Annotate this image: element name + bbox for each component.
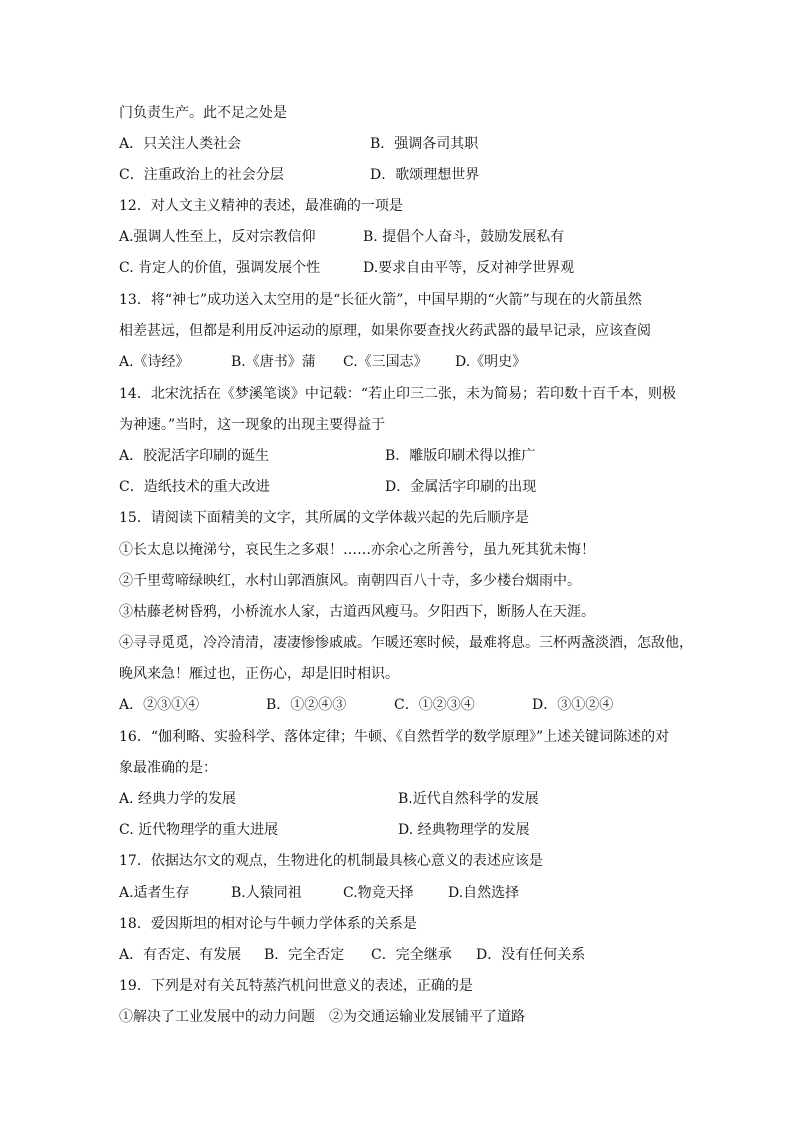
q16-stem-line-2: 象最准确的是： [119,760,217,776]
q12-options-row-1 [119,227,699,247]
q18-option-a: A．有否定、有发展 [119,947,242,963]
q14-options-row-1 [119,446,699,466]
q17-stem: 17．依据达尔文的观点，生物进化的机制最具核心意义的表述应该是 [119,853,543,869]
q15-options-row [119,695,699,715]
q15-passage-3: ③枯藤老树昏鸦，小桥流水人家，古道西风瘦马。夕阳西下，断肠人在天涯。 [119,604,595,620]
q15-option-a: A．②③①④ [119,697,200,713]
q16-option-a: A. 经典力学的发展 [119,791,237,807]
q17-option-c: C.物竞天择 [343,885,414,901]
q17-option-d: D.自然选择 [448,885,520,901]
q15-stem: 15．请阅读下面精美的文字，其所属的文学体裁兴起的先后顺序是 [119,510,529,526]
q18-option-d: D．没有任何关系 [476,947,586,963]
q18-option-b: B．完全否定 [264,947,345,963]
q14-option-a: A．胶泥活字印刷的诞生 [119,448,270,464]
q16-option-d: D. 经典物理学的发展 [398,822,530,838]
q13-stem-line-1: 13．将“神七”成功送入太空用的是“长征火箭”，中国早期的“火箭”与现在的火箭虽然 [119,292,642,308]
q11-options-row-1 [119,134,699,154]
q11-options-row-2 [119,165,699,185]
q11-option-b: B．强调各司其职 [370,136,479,152]
q19-stem: 19．下列是对有关瓦特蒸汽机问世意义的表述，正确的是 [119,978,473,994]
q18-stem: 18．爱因斯坦的相对论与牛顿力学体系的关系是 [119,916,417,932]
q13-option-a: A.《诗经》 [119,354,190,370]
q13-option-d: D.《明史》 [455,354,527,370]
q11-stem-continued: 门负责生产。此不足之处是 [119,105,287,121]
q15-option-b: B．①②④③ [266,697,347,713]
q11-option-c: C．注重政治上的社会分层 [119,167,284,183]
q13-option-b: B.《唐书》蒲 [231,354,316,370]
q16-option-c: C. 近代物理学的重大进展 [119,822,279,838]
q12-options-row-2 [119,258,699,278]
q13-option-c: C.《三国志》 [343,354,428,370]
q14-option-b: B．雕版印刷术得以推广 [385,448,536,464]
q11-option-a: A．只关注人类社会 [119,136,242,152]
q12-option-b: B. 提倡个人奋斗，鼓励发展私有 [363,229,565,245]
q13-stem-line-2: 相差甚远，但都是利用反冲运动的原理，如果你要查找火药武器的最早记录，应该查阅 [119,323,651,339]
q16-option-b: B.近代自然科学的发展 [398,791,539,807]
q14-stem-line-1: 14．北宋沈括在《梦溪笔谈》中记载：“若止印三二张，未为简易；若印数十百千本，则极 [119,386,676,402]
q11-option-d: D．歌颂理想世界 [370,167,480,183]
q17-option-a: A.适者生存 [119,885,190,901]
q18-options-row [119,945,699,965]
q15-option-c: C．①②③④ [394,697,475,713]
q16-stem-line-1: 16．“伽利略、实验科学、落体定律；牛顿、《自然哲学的数学原理》”上述关键词陈述的对 [119,729,670,745]
q15-passage-4-line-2: 晚风来急！雁过也，正伤心，却是旧时相识。 [119,666,399,682]
q12-option-d: D.要求自由平等，反对神学世界观 [363,260,575,276]
q12-option-c: C. 肯定人的价值，强调发展个性 [119,260,321,276]
q14-option-c: C．造纸技术的重大改进 [119,479,270,495]
q14-stem-line-2: 为神速。”当时，这一现象的出现主要得益于 [119,417,386,433]
q13-options-row [119,352,699,372]
q17-options-row [119,883,699,903]
q14-option-d: D．金属活字印刷的出现 [385,479,537,495]
q12-stem: 12．对人文主义精神的表述，最准确的一项是 [119,198,403,214]
q16-options-row-1 [119,789,699,809]
q15-passage-4-line-1: ④寻寻觅觅，冷冷清清，凄凄惨惨戚戚。乍暖还寒时候，最难将息。三杯两盏淡酒，怎敌他， [119,635,693,651]
q16-options-row-2 [119,820,699,840]
q15-passage-2: ②千里莺啼绿映红，水村山郭酒旗风。南朝四百八十寺，多少楼台烟雨中。 [119,573,581,589]
q14-options-row-2 [119,477,699,497]
q18-option-c: C．完全继承 [371,947,452,963]
q15-passage-1: ①长太息以掩涕兮，哀民生之多艰！……亦余心之所善兮，虽九死其犹未悔！ [119,542,595,558]
q17-option-b: B.人猿同祖 [231,885,302,901]
q12-option-a: A.强调人性至上，反对宗教信仰 [119,229,316,245]
q19-statements: ①解决了工业发展中的动力问题 ②为交通运输业发展铺平了道路 [119,1009,525,1025]
q15-option-d: D．③①②④ [532,697,614,713]
